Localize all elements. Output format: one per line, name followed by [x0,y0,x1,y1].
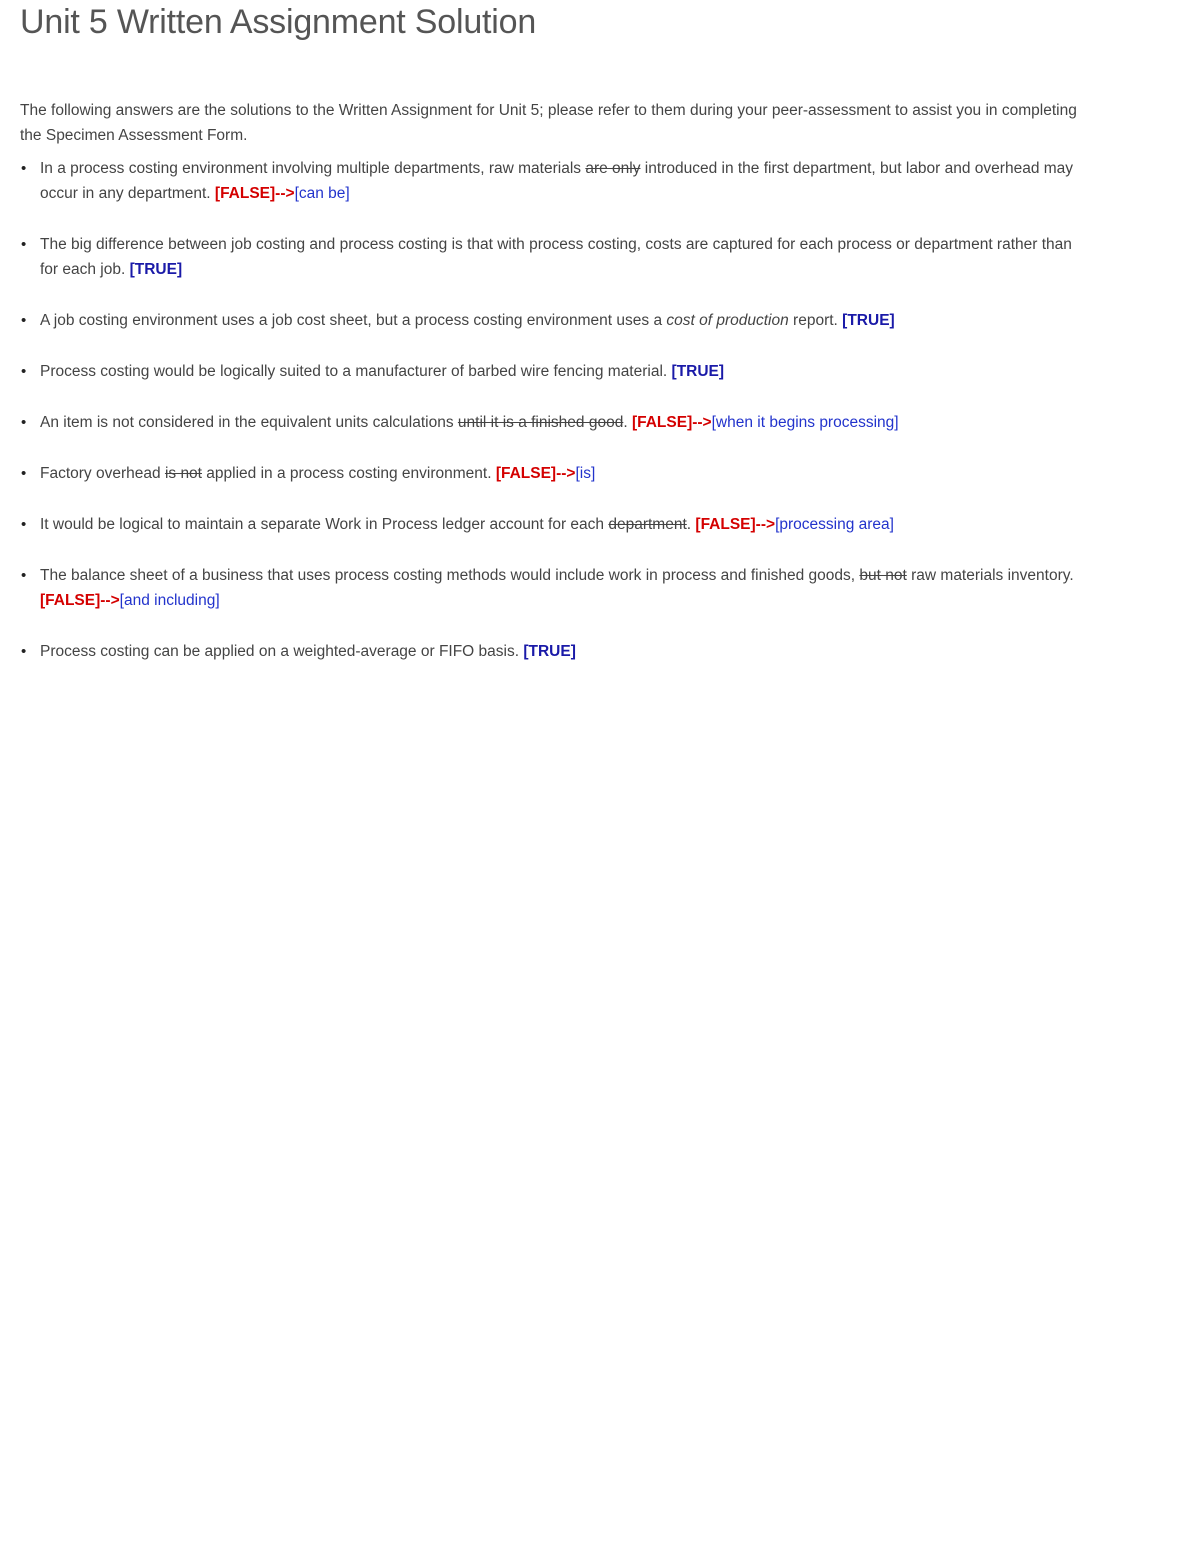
answer-item [20,639,1080,664]
answer-item [20,232,1080,282]
statement-text-continued: . [623,414,632,431]
correction-text: [is] [575,465,596,482]
correction-text: [when it begins processing] [711,414,899,431]
false-verdict: [FALSE]--> [40,592,120,609]
statement-text-continued: report. [788,312,843,329]
answer-list [20,156,1080,664]
false-verdict: [FALSE]--> [214,185,295,202]
answer-item [20,359,1080,384]
struck-text: department [608,516,687,533]
answer-item [20,156,1080,206]
statement-text-continued: introduced in the first department, but labor and overhead may occur in any department. [40,160,1074,202]
correction-text: [processing area] [775,516,894,533]
statement-text-continued: raw materials inventory. [906,567,1074,584]
false-verdict: [FALSE]--> [495,465,576,482]
statement-text: A job costing environment uses a job cost sheet, but a process costing environment uses a [40,312,667,329]
struck-text: is not [164,465,202,482]
statement-text: Process costing can be applied on a weighted-average or FIFO basis. [40,643,524,660]
false-verdict: [FALSE]--> [631,414,712,431]
struck-text: but not [859,567,907,584]
intro-paragraph: The following answers are the solutions to the Written Assignment for Unit 5; please refer to them during your peer-assessment to assist you in completing the Specimen Assessment Form. [20,102,1077,144]
statement-text: The balance sheet of a business that uses process costing methods would include work in process and finished goods, [40,567,860,584]
answer-item [20,512,1080,537]
true-verdict: [TRUE] [842,312,895,329]
document [20,0,1080,664]
true-verdict: [TRUE] [523,643,576,660]
struck-text: until it is a finished good [457,414,624,431]
answer-item [20,563,1080,613]
statement-text: It would be logical to maintain a separate Work in Process ledger account for each [40,516,609,533]
statement-text: The big difference between job costing and process costing is that with process costing, costs are captured for each process or department rather than for each job. [40,236,1072,278]
true-verdict: [TRUE] [671,363,725,380]
answer-item [20,410,1080,435]
statement-text-continued: . [686,516,696,533]
statement-text: Factory overhead [40,465,165,482]
false-verdict: [FALSE]--> [695,516,776,533]
answer-item [20,461,1080,486]
true-verdict: [TRUE] [129,261,183,278]
correction-text: [can be] [294,185,350,202]
statement-text: Process costing would be logically suited to a manufacturer of barbed wire fencing material. [40,363,672,380]
statement-text: An item is not considered in the equivalent units calculations [40,414,458,431]
struck-text: are only [585,160,641,177]
page-title: Unit 5 Written Assignment Solution [20,3,537,41]
statement-text-continued: applied in a process costing environment. [202,465,496,482]
correction-text: [and including] [119,592,220,609]
statement-text: In a process costing environment involving multiple departments, raw materials [40,160,586,177]
answer-item [20,308,1080,333]
italic-text: cost of production [666,312,789,329]
